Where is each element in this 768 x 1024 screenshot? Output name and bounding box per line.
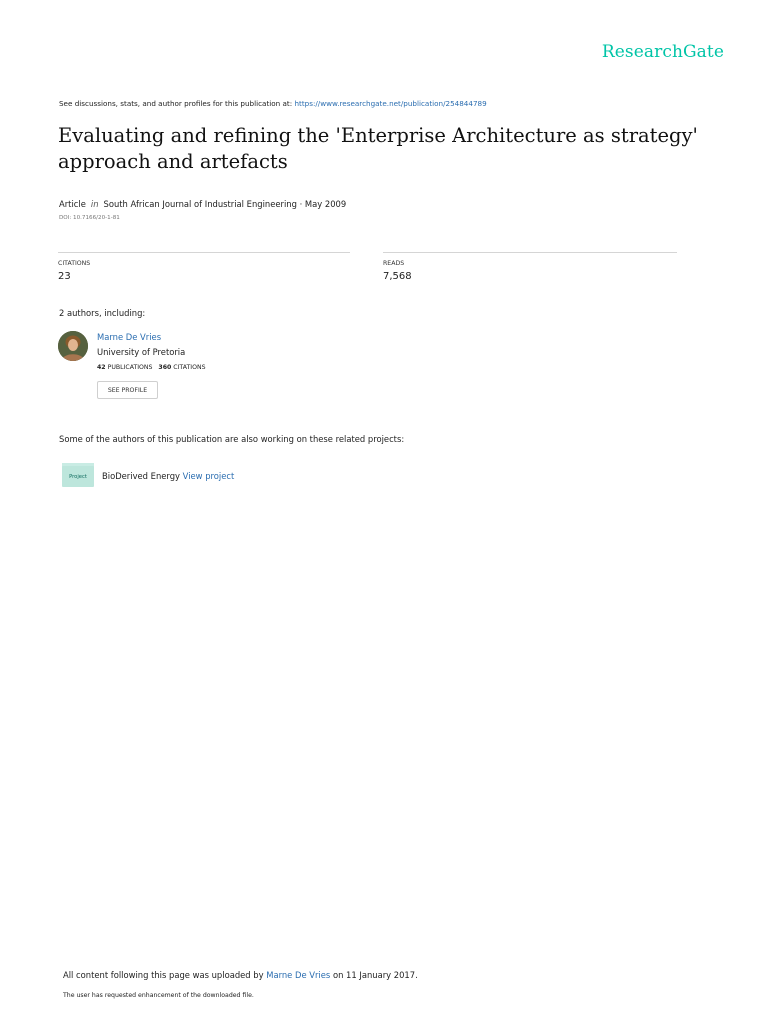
- reads-value: 7,568: [383, 271, 412, 282]
- publication-meta: [59, 199, 346, 209]
- view-project-link[interactable]: View project: [182, 471, 235, 481]
- reads-divider: [383, 252, 677, 253]
- discussions-line: [59, 99, 487, 108]
- author-name-link[interactable]: Marne De Vries: [97, 332, 162, 342]
- citations-divider: [58, 252, 350, 253]
- uploader-link[interactable]: Marne De Vries: [266, 970, 331, 980]
- publications-count: 42: [97, 364, 106, 371]
- journal-date: South African Journal of Industrial Engineering · May 2009: [103, 199, 347, 209]
- project-line: [102, 471, 234, 481]
- authors-heading: 2 authors, including:: [59, 308, 146, 318]
- publication-title: Evaluating and refining the 'Enterprise Architecture as strategy' approach and artefacts: [58, 124, 698, 173]
- publications-label: PUBLICATIONS: [107, 364, 153, 371]
- doi: DOI: 10.7166/20-1-81: [59, 215, 120, 221]
- project-badge-label: Project: [62, 466, 94, 487]
- discussions-text: See discussions, stats, and author profiles for this publication at:: [59, 99, 293, 108]
- author-institution: University of Pretoria: [97, 347, 186, 357]
- publication-url-link[interactable]: https://www.researchgate.net/publication/254844789: [294, 99, 487, 108]
- citations-value: 23: [58, 271, 71, 282]
- upload-info: [63, 970, 418, 980]
- author-citations-count: 360: [158, 364, 172, 371]
- in-word: in: [90, 199, 99, 209]
- author-avatar[interactable]: [58, 331, 88, 361]
- project-badge[interactable]: [62, 463, 94, 487]
- upload-suffix: on 11 January 2017.: [332, 970, 418, 980]
- citations-label: CITATIONS: [58, 260, 91, 267]
- enhancement-note: The user has requested enhancement of the downloaded file.: [63, 992, 254, 999]
- researchgate-logo[interactable]: ResearchGate: [601, 42, 724, 62]
- author-stats: [97, 364, 206, 371]
- upload-prefix: All content following this page was uploaded by: [63, 970, 264, 980]
- project-name: BioDerived Energy: [102, 471, 180, 481]
- see-profile-button[interactable]: SEE PROFILE: [97, 381, 158, 399]
- reads-label: READS: [383, 260, 405, 267]
- publication-type: Article: [59, 199, 86, 209]
- avatar-photo: [58, 331, 88, 361]
- related-projects-heading: Some of the authors of this publication are also working on these related projects:: [59, 434, 405, 444]
- author-citations-label: CITATIONS: [173, 364, 206, 371]
